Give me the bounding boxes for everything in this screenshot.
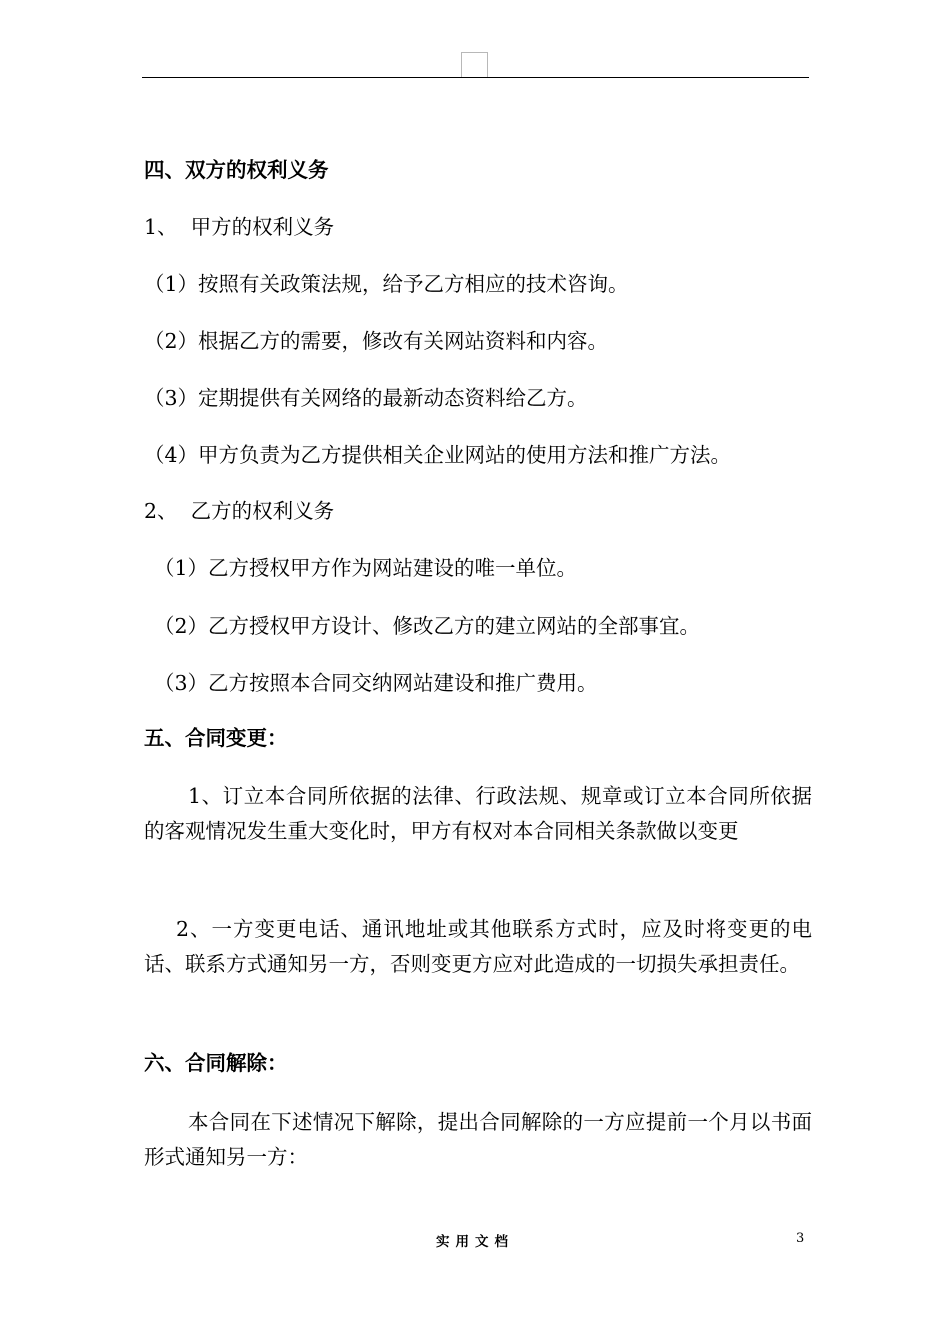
section-five-paragraph-2: 2、一方变更电话、通讯地址或其他联系方式时，应及时将变更的电话、联系方式通知另一方，否则变更方应对此造成的一切损失承担责任。	[144, 917, 812, 976]
party-b-item-3: （3）乙方按照本合同交纳网站建设和推广费用。	[154, 671, 598, 695]
party-b-item-2: （2）乙方授权甲方设计、修改乙方的建立网站的全部事宜。	[154, 614, 701, 638]
section-five-paragraph-1: 1、订立本合同所依据的法律、行政法规、规章或订立本合同所依据的客观情况发生重大变化时，甲方有权对本合同相关条款做以变更	[144, 784, 812, 843]
party-a-item-1: （1）按照有关政策法规，给予乙方相应的技术咨询。	[144, 272, 629, 296]
page-number: 3	[796, 1231, 805, 1246]
header-box	[461, 52, 488, 77]
section-six-heading: 六、合同解除：	[144, 1051, 288, 1075]
section-six-paragraph-1: 本合同在下述情况下解除，提出合同解除的一方应提前一个月以书面形式通知另一方：	[144, 1110, 812, 1169]
party-a-title: 1、 甲方的权利义务	[144, 215, 335, 239]
party-a-item-2: （2）根据乙方的需要，修改有关网站资料和内容。	[144, 329, 609, 353]
party-b-item-1: （1）乙方授权甲方作为网站建设的唯一单位。	[154, 556, 578, 580]
section-four-heading: 四、双方的权利义务	[144, 158, 329, 182]
party-b-title: 2、 乙方的权利义务	[144, 499, 335, 523]
footer-label: 实用文档	[436, 1234, 514, 1250]
party-a-item-4: （4）甲方负责为乙方提供相关企业网站的使用方法和推广方法。	[144, 443, 732, 467]
party-a-item-3: （3）定期提供有关网络的最新动态资料给乙方。	[144, 386, 588, 410]
header-rule	[142, 77, 809, 78]
section-five-heading: 五、合同变更：	[144, 726, 288, 750]
